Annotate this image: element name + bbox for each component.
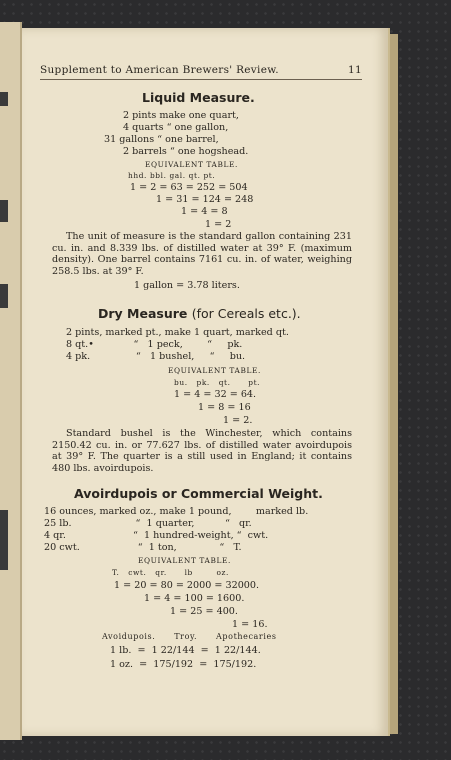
liquid-table-row: 1 = 2 = 63 = 252 = 504 — [130, 182, 248, 193]
liquid-line: 4 quarts “ one gallon, — [123, 122, 229, 133]
dry-table-row: 1 = 2. — [223, 415, 253, 426]
liquid-table-row: 1 = 2 — [205, 219, 232, 230]
page-tab-mark — [0, 92, 8, 106]
dry-table-row: 1 = 8 = 16 — [198, 402, 251, 413]
liquid-table-header: hhd. bbl. gal. qt. pt. — [128, 171, 216, 180]
liquid-line: 2 barrels “ one hogshead. — [123, 146, 249, 157]
dry-line: 8 qt.• “ 1 peck, “ pk. — [66, 339, 243, 350]
page-tab-mark — [0, 284, 8, 308]
liquid-table-row: 1 = 31 = 124 = 248 — [156, 194, 254, 205]
liquid-line: 2 pints make one quart, — [123, 110, 239, 121]
liquid-table-title: EQUIVALENT TABLE. — [145, 160, 238, 169]
dry-table-header: bu. pk. qt. pt. — [174, 378, 261, 387]
avoir-line: 16 ounces, marked oz., make 1 pound, marked lb. — [44, 506, 309, 517]
dry-paragraph: Standard bushel is the Winchester, which contains 2150.42 cu. in. or 77.627 lbs. of distilled water avoirdupois at 39° F. The quarter is a still used in England; it contains 480 lbs. avoirdupois. — [52, 428, 352, 474]
avoir-table-header: T. cwt. qr. lb oz. — [112, 568, 229, 577]
page-tab-mark — [0, 200, 8, 222]
liquid-line: 31 gallons “ one barrel, — [104, 134, 219, 145]
dry-title-main: Dry Measure — [98, 306, 188, 321]
dry-title-sub: (for Cereals etc.). — [191, 306, 301, 321]
avoir-table-row: 1 = 16. — [232, 619, 268, 630]
liquid-paragraph: The unit of measure is the standard gallon containing 231 cu. in. and 8.339 lbs. of distilled water at 39° F. (maximum density). One barrel contains 7161 cu. in. of water, weighing 258.5 lbs. at 39° F. — [52, 231, 352, 277]
liquid-measure-title: Liquid Measure. — [142, 90, 255, 105]
liquid-table-row: 1 = 4 = 8 — [181, 206, 228, 217]
avoir-line: 4 qr. “ 1 hundred-weight, “ cwt. — [44, 530, 269, 541]
page-number: 11 — [348, 64, 362, 76]
header-title: Supplement to American Brewers' Review. — [40, 64, 279, 76]
dry-line: 2 pints, marked pt., make 1 quart, marked qt. — [66, 327, 289, 338]
dry-table-row: 1 = 4 = 32 = 64. — [174, 389, 257, 400]
avoir-table-row: 1 = 20 = 80 = 2000 = 32000. — [114, 580, 260, 591]
avoir-compare-header: Avoidupois. Troy. Apothecaries — [102, 632, 277, 641]
avoir-table-title: EQUIVALENT TABLE. — [138, 556, 231, 565]
avoir-compare-row: 1 lb. = 1 22/144 = 1 22/144. — [110, 645, 261, 656]
avoir-line: 20 cwt. “ 1 ton, “ T. — [44, 542, 242, 553]
avoirdupois-title: Avoirdupois or Commercial Weight. — [74, 486, 323, 501]
dry-measure-title — [98, 306, 301, 321]
avoir-compare-row: 1 oz. = 175/192 = 175/192. — [110, 659, 257, 670]
previous-page-edge — [0, 22, 22, 740]
page-tab-mark — [0, 510, 8, 570]
avoir-table-row: 1 = 4 = 100 = 1600. — [144, 593, 245, 604]
avoir-table-row: 1 = 25 = 400. — [170, 606, 238, 617]
dry-table-title: EQUIVALENT TABLE. — [168, 366, 261, 375]
dry-line: 4 pk. “ 1 bushel, “ bu. — [66, 351, 246, 362]
gallon-liters: 1 gallon = 3.78 liters. — [134, 280, 240, 291]
book-page — [22, 28, 388, 736]
avoir-line: 25 lb. “ 1 quarter, “ qr. — [44, 518, 252, 529]
running-header — [40, 64, 362, 80]
